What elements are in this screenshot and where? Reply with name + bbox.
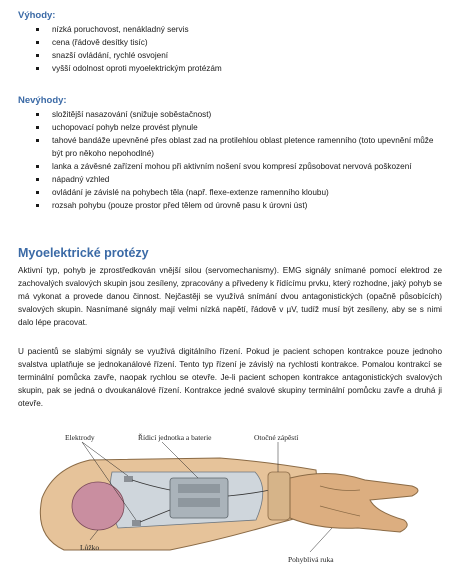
section-title: Myoelektrické protézy — [18, 246, 149, 260]
list-item: rozsah pohybu (pouze prostor před tělem od úrovně pasu k úrovni úst) — [0, 199, 455, 212]
list-item: složitější nasazování (snižuje soběstačnost) — [0, 108, 455, 121]
label-hand: Pohyblivá ruka — [288, 555, 334, 564]
label-electrodes: Elektrody — [65, 433, 95, 442]
list-item: ovládání je závislé na pohybech těla (např. flexe-extenze ramenního kloubu) — [0, 186, 455, 199]
list-item: tahové bandáže upevněné přes oblast zad na protilehlou oblast pletence ramenního (toto upevnění může být pro někoho nepohodlné) — [0, 134, 455, 160]
wrist-shape — [268, 472, 290, 520]
prosthesis-illustration — [20, 428, 436, 568]
list-item: snazší ovládání, rychlé osvojení — [0, 49, 455, 62]
disadvantages-heading: Nevýhody: — [18, 95, 67, 106]
socket-shape — [72, 482, 124, 530]
advantages-heading: Výhody: — [18, 10, 56, 21]
electrode-shape — [124, 476, 133, 482]
label-socket: Lůžko — [80, 543, 100, 552]
list-item: cena (řádově desítky tisíc) — [0, 36, 455, 49]
disadvantages-list — [0, 108, 455, 212]
label-wrist: Otočné zápěstí — [254, 433, 299, 442]
hand-shape — [290, 473, 418, 532]
paragraph: U pacientů se slabými signály se využívá digitálního řízení. Pokud je pacient schopen kontrakce pouze jednoho svalstva uplatňuje se jednokanálové řízení. Tento typ řízení je závislý na rychlosti kontrakce. Pomalou kontrakcí se terminální pomůcka zavře, naopak rychlou se otevře. Je-li pacient schopen kontrakce antagonistických svalových skupin, pak se jedná o dvoukanálové řízení. Kontrakce jedné svalové skupiny terminální pomůcku zavře a druhá ji otevře. — [18, 347, 442, 408]
label-control-unit: Řídicí jednotka a baterie — [138, 433, 212, 442]
electrode-shape — [132, 520, 141, 526]
paragraph: Aktivní typ, pohyb je zprostředkován vnější silou (servomechanismy). EMG signály snímané pomocí elektrod ze zachovalých svalových skupin jsou zesíleny, zpracovány a přivedeny k řídícímu prvku, který rozhodne, jaký pohyb se má vykonat a provede danou činnost. Nejčastěji se využívá snímání dvou antagonistických (opačně působících) svalových skupin. Nasnímané signály mají velmi nízká napětí, řádově v µV, tudíž musí být zesíleny, aby se s nimi dalo lépe pracovat. — [18, 266, 442, 327]
list-item: uchopovací pohyb nelze provést plynule — [0, 121, 455, 134]
list-item: vyšší odolnost oproti myoelektrickým protézám — [0, 62, 455, 75]
list-item: lanka a závěsné zařízení mohou při aktivním nošení svou kompresí způsobovat nervová poškození — [0, 160, 455, 173]
advantages-list — [0, 23, 455, 75]
list-item: nízká poruchovost, nenákladný servis — [0, 23, 455, 36]
list-item: nápadný vzhled — [0, 173, 455, 186]
